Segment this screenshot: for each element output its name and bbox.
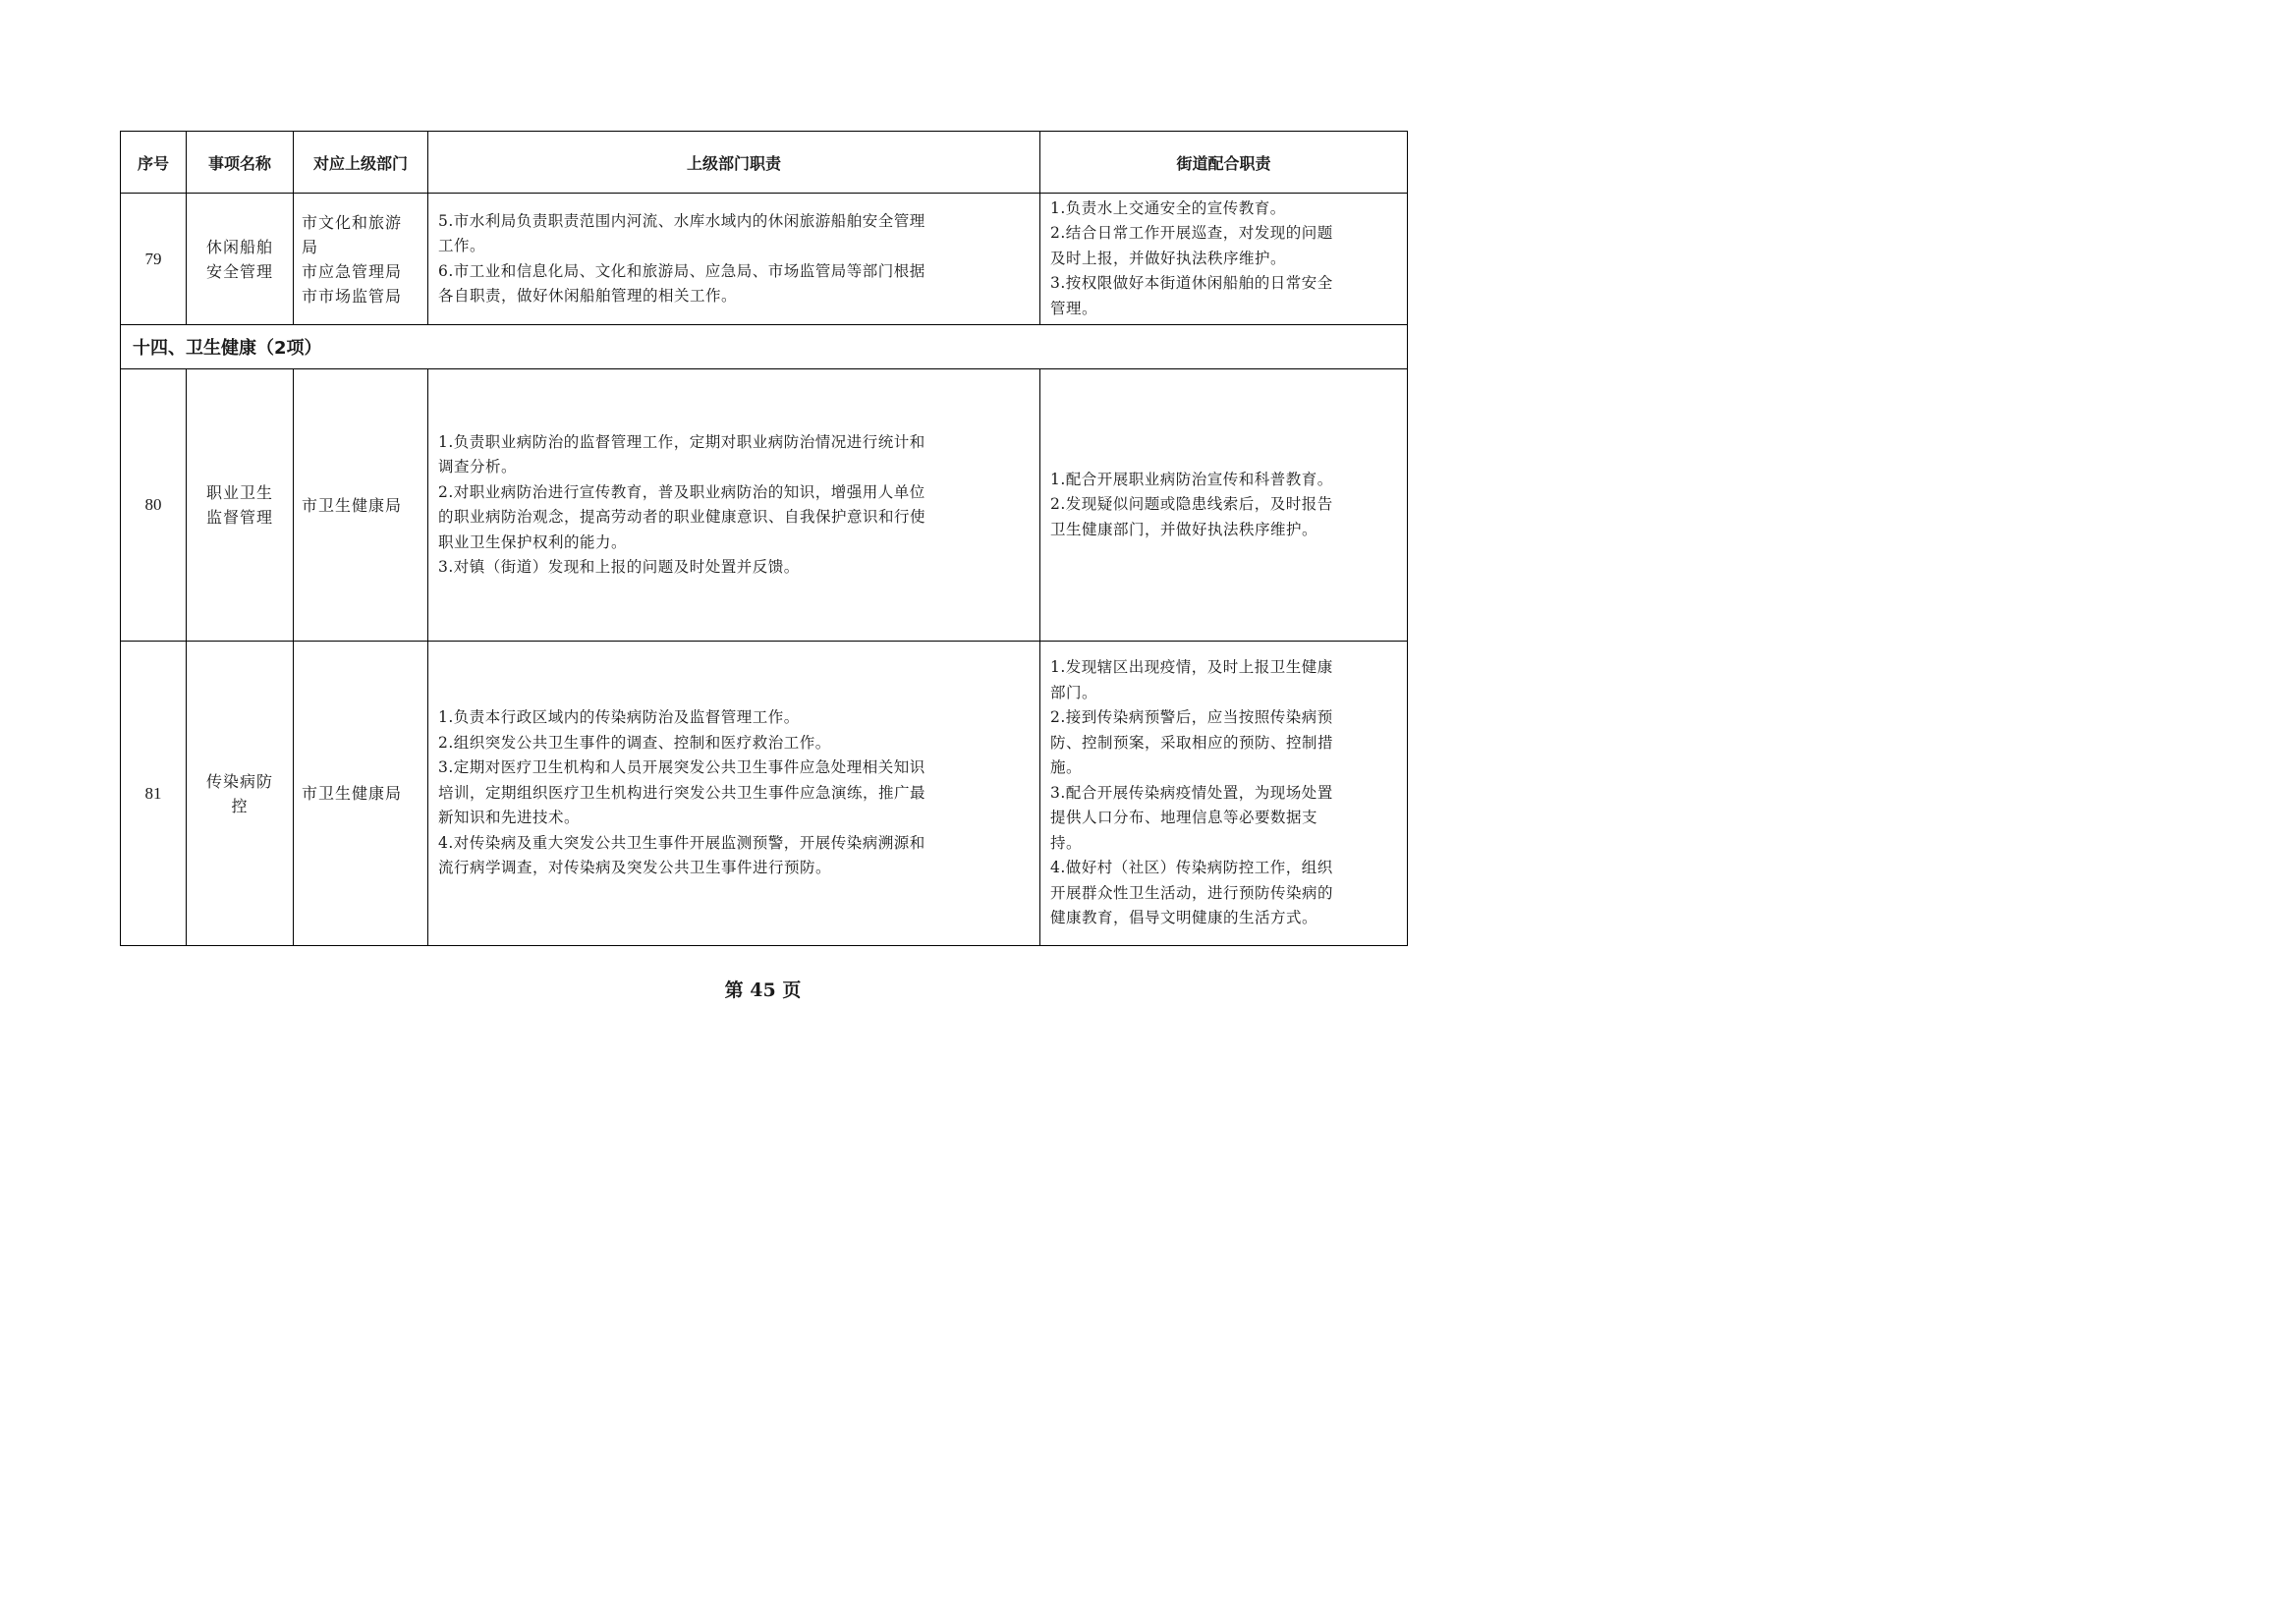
row-serial-number: 81 [121, 642, 187, 946]
row-serial-number: 80 [121, 369, 187, 642]
table-row [121, 194, 1408, 325]
row-upper-department [294, 369, 428, 642]
duty-line: 1.发现辖区出现疫情，及时上报卫生健康 [1050, 658, 1333, 677]
row-upper-duties [428, 369, 1040, 642]
department-line: 市文化和旅游 [302, 212, 403, 232]
duty-line: 卫生健康部门，并做好执法秩序维护。 [1050, 520, 1318, 538]
duty-line: 提供人口分布、地理信息等必要数据支 [1050, 809, 1318, 827]
department-line: 市卫生健康局 [302, 784, 403, 803]
duty-line: 开展群众性卫生活动，进行预防传染病的 [1050, 883, 1334, 902]
table-row [121, 642, 1408, 946]
item-name-line: 休闲船舶 [205, 237, 273, 256]
duty-line: 1.负责本行政区域内的传染病防治及监督管理工作。 [438, 708, 800, 727]
item-name-line: 监督管理 [205, 508, 273, 527]
duty-line: 2.发现疑似问题或隐患线索后，及时报告 [1050, 495, 1333, 514]
department-line: 局 [302, 237, 319, 256]
duty-line: 2.对职业病防治进行宣传教育，普及职业病防治的知识，增强用人单位 [438, 482, 925, 501]
duty-line: 施。 [1050, 758, 1083, 777]
section-heading: 十四、卫生健康（2项） [121, 325, 1408, 369]
duty-line: 1.负责水上交通安全的宣传教育。 [1050, 198, 1286, 217]
table-header-row [121, 132, 1408, 194]
item-name-line: 职业卫生 [205, 483, 273, 502]
duty-line: 5.市水利局负责职责范围内河流、水库水域内的休闲旅游船舶安全管理 [438, 211, 925, 230]
row-upper-department [294, 194, 428, 325]
duty-line: 6.市工业和信息化局、文化和旅游局、应急局、市场监管局等部门根据 [438, 261, 925, 280]
table-row [121, 369, 1408, 642]
duty-line: 1.负责职业病防治的监督管理工作，定期对职业病防治情况进行统计和 [438, 432, 925, 451]
row-item-name [187, 369, 294, 642]
duty-line: 1.配合开展职业病防治宣传和科普教育。 [1050, 470, 1333, 488]
department-line: 市市场监管局 [302, 286, 403, 306]
department-line: 市卫生健康局 [302, 495, 403, 515]
duty-line: 流行病学调查，对传染病及突发公共卫生事件进行预防。 [438, 859, 832, 877]
duty-line: 各自职责，做好休闲船舶管理的相关工作。 [438, 287, 738, 305]
duty-line: 2.结合日常工作开展巡查，对发现的问题 [1050, 224, 1333, 243]
duty-line: 及时上报，并做好执法秩序维护。 [1050, 249, 1287, 267]
duty-line: 新知识和先进技术。 [438, 809, 581, 827]
duty-line: 持。 [1050, 833, 1083, 852]
header-upper-department-duties: 上级部门职责 [428, 132, 1040, 194]
duty-line: 2.组织突发公共卫生事件的调查、控制和医疗救治工作。 [438, 733, 831, 752]
duty-line: 部门。 [1050, 683, 1098, 701]
duty-line: 3.定期对医疗卫生机构和人员开展突发公共卫生事件应急处理相关知识 [438, 758, 925, 777]
duty-line: 工作。 [438, 237, 486, 254]
item-name-line: 传染病防 [205, 771, 273, 791]
row-serial-number: 79 [121, 194, 187, 325]
duty-line: 3.对镇（街道）发现和上报的问题及时处置并反馈。 [438, 558, 800, 576]
duty-line: 管理。 [1050, 299, 1098, 317]
duty-line: 2.接到传染病预警后，应当按照传染病预 [1050, 708, 1333, 727]
duty-line: 3.按权限做好本街道休闲船舶的日常安全 [1050, 274, 1333, 293]
duty-line: 的职业病防治观念，提高劳动者的职业健康意识、自我保护意识和行使 [438, 508, 926, 526]
row-street-duties [1040, 642, 1408, 946]
row-upper-department [294, 642, 428, 946]
row-street-duties [1040, 194, 1408, 325]
section-row [121, 325, 1408, 369]
duty-line: 调查分析。 [438, 458, 518, 476]
item-name-line: 安全管理 [205, 261, 273, 281]
duty-line: 健康教育，倡导文明健康的生活方式。 [1050, 909, 1318, 927]
row-upper-duties [428, 194, 1040, 325]
row-street-duties [1040, 369, 1408, 642]
header-upper-department: 对应上级部门 [294, 132, 428, 194]
duty-line: 3.配合开展传染病疫情处置，为现场处置 [1050, 783, 1333, 802]
header-serial-number: 序号 [121, 132, 187, 194]
duty-line: 4.做好村（社区）传染病防控工作，组织 [1050, 859, 1333, 877]
duty-line: 防、控制预案，采取相应的预防、控制措 [1050, 733, 1334, 752]
duty-line: 4.对传染病及重大突发公共卫生事件开展监测预警，开展传染病溯源和 [438, 833, 925, 852]
row-item-name [187, 642, 294, 946]
header-street-duties: 街道配合职责 [1040, 132, 1408, 194]
page-number: 第 45 页 [724, 979, 802, 1001]
row-item-name [187, 194, 294, 325]
duty-line: 职业卫生保护权利的能力。 [438, 532, 628, 551]
duty-table [120, 131, 1408, 946]
row-upper-duties [428, 642, 1040, 946]
header-item-name: 事项名称 [187, 132, 294, 194]
department-line: 市应急管理局 [302, 261, 403, 281]
duty-line: 培训，定期组织医疗卫生机构进行突发公共卫生事件应急演练，推广最 [438, 783, 926, 802]
item-name-line: 控 [231, 796, 249, 815]
